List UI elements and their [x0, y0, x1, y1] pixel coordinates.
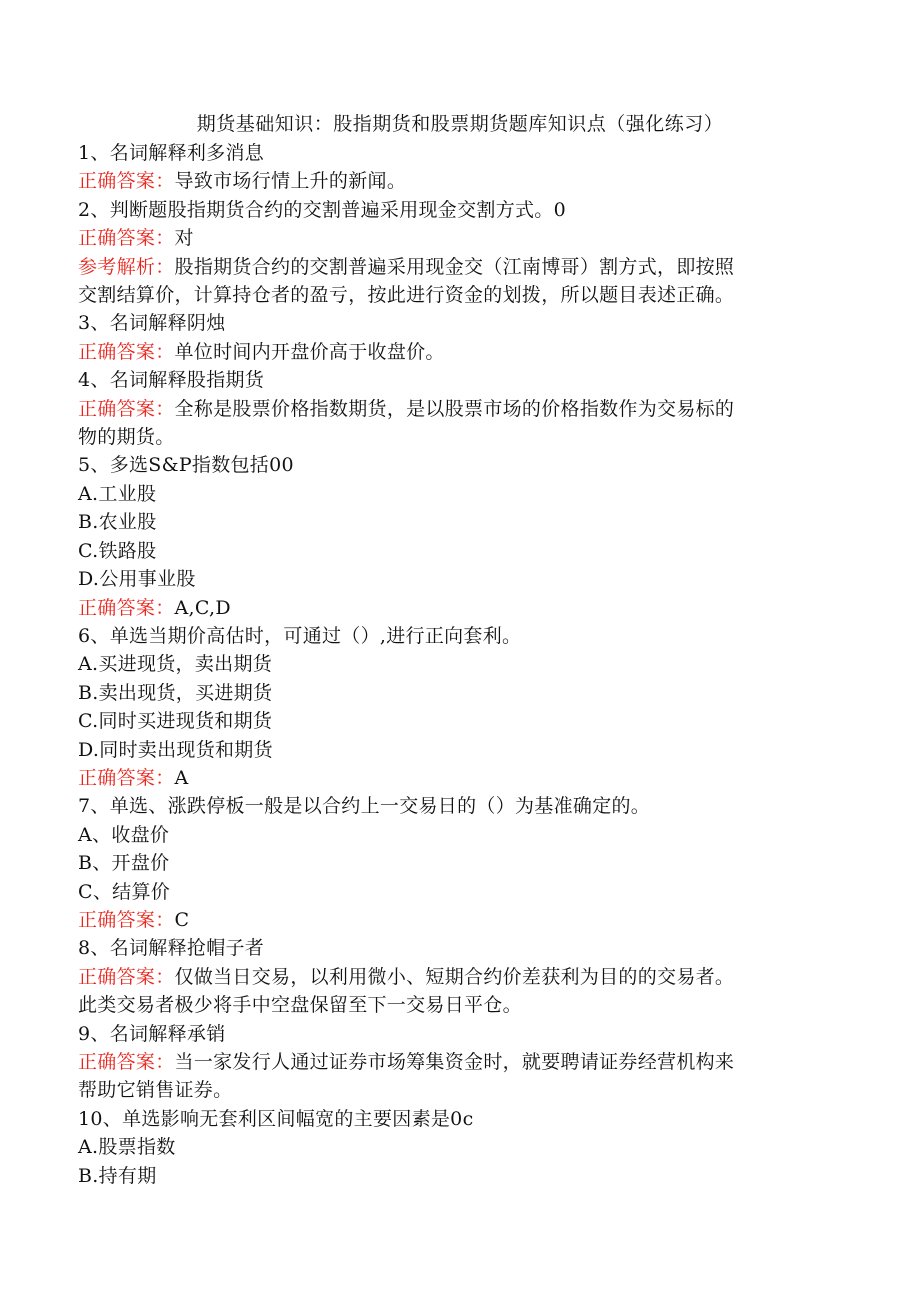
answer-text: 仅做当日交易，以利用微小、短期合约价差获利为目的的交易者。	[174, 965, 735, 988]
answer-label: 正确答案：	[78, 227, 175, 250]
answer-text: 股指期货合约的交割普遍采用现金交（江南博哥）割方式，即按照	[174, 255, 735, 278]
text-line: B、开盘价	[78, 852, 170, 875]
text-line: A.股票指数	[78, 1136, 176, 1159]
text-line: C.同时买进现货和期货	[78, 710, 273, 733]
answer-text: 单位时间内开盘价高于收盘价。	[174, 340, 445, 363]
text-line: D.同时卖出现货和期货	[78, 738, 273, 761]
text-line: 此类交易者极少将手中空盘保留至下一交易日平仓。	[78, 994, 522, 1017]
text-line: 10、单选影响无套利区间幅宽的主要因素是0c	[78, 1107, 474, 1130]
text-line: C.铁路股	[78, 539, 157, 562]
answer-label: 正确答案：	[78, 908, 175, 931]
text-line: 4、名词解释股指期货	[78, 369, 265, 392]
answer-line	[78, 906, 828, 934]
answer-line	[78, 395, 828, 423]
answer-label: 正确答案：	[78, 1051, 175, 1073]
answer-line	[78, 167, 828, 195]
text-line: 交割结算价，计算持仓者的盈亏，按此进行资金的划拨，所以题目表述正确。	[78, 284, 735, 307]
text-line: 帮助它销售证券。	[78, 1079, 233, 1102]
text-line: 物的期货。	[78, 426, 175, 449]
answer-line	[78, 594, 828, 622]
answer-label: 正确答案：	[78, 766, 175, 789]
answer-line	[78, 338, 828, 366]
text-line: B.持有期	[78, 1164, 157, 1187]
answer-text: A	[174, 766, 189, 789]
document-body	[78, 139, 828, 1190]
text-line: 8、名词解释抢帽子者	[78, 937, 265, 960]
answer-line	[78, 764, 828, 792]
answer-line	[78, 963, 828, 991]
text-line: 5、多选S&P指数包括00	[78, 454, 294, 477]
text-line: D.公用事业股	[78, 568, 196, 591]
text-line: 9、名词解释承销	[78, 1022, 226, 1045]
text-line: C、结算价	[78, 880, 171, 903]
answer-text: 当一家发行人通过证券市场筹集资金时，就要聘请证券经营机构来	[174, 1051, 735, 1073]
answer-label: 正确答案：	[78, 596, 175, 619]
answer-line	[78, 224, 828, 252]
reference-explanation-line	[78, 253, 828, 281]
answer-text: 导致市场行情上升的新闻。	[174, 170, 407, 193]
answer-label: 正确答案：	[78, 965, 175, 988]
answer-text: A,C,D	[174, 596, 231, 619]
answer-text: C	[174, 908, 190, 931]
text-line: A.工业股	[78, 482, 157, 505]
text-line: A、收盘价	[78, 823, 170, 846]
text-line: B.农业股	[78, 511, 157, 534]
text-line: 6、单选当期价高估时，可通过（）,进行正向套利。	[78, 624, 522, 647]
text-line: 7、单选、涨跌停板一般是以合约上一交易日的（）为基准确定的。	[78, 795, 651, 818]
answer-label: 正确答案：	[78, 397, 175, 420]
answer-text: 对	[174, 227, 194, 250]
reference-label: 参考解析：	[78, 255, 175, 278]
text-line: 2、判断题股指期货合约的交割普遍采用现金交割方式。0	[78, 198, 566, 221]
answer-label: 正确答案：	[78, 170, 175, 193]
answer-text: 全称是股票价格指数期货，是以股票市场的价格指数作为交易标的	[174, 397, 735, 420]
text-line: B.卖出现货，买进期货	[78, 681, 273, 704]
page-title: 期货基础知识：股指期货和股票期货题库知识点（强化练习）	[196, 113, 724, 135]
text-line: A.买进现货，卖出期货	[78, 653, 273, 676]
text-line: 3、名词解释阴烛	[78, 312, 226, 335]
answer-line	[78, 1048, 828, 1076]
text-line: 1、名词解释利多消息	[78, 142, 265, 164]
answer-label: 正确答案：	[78, 340, 175, 363]
